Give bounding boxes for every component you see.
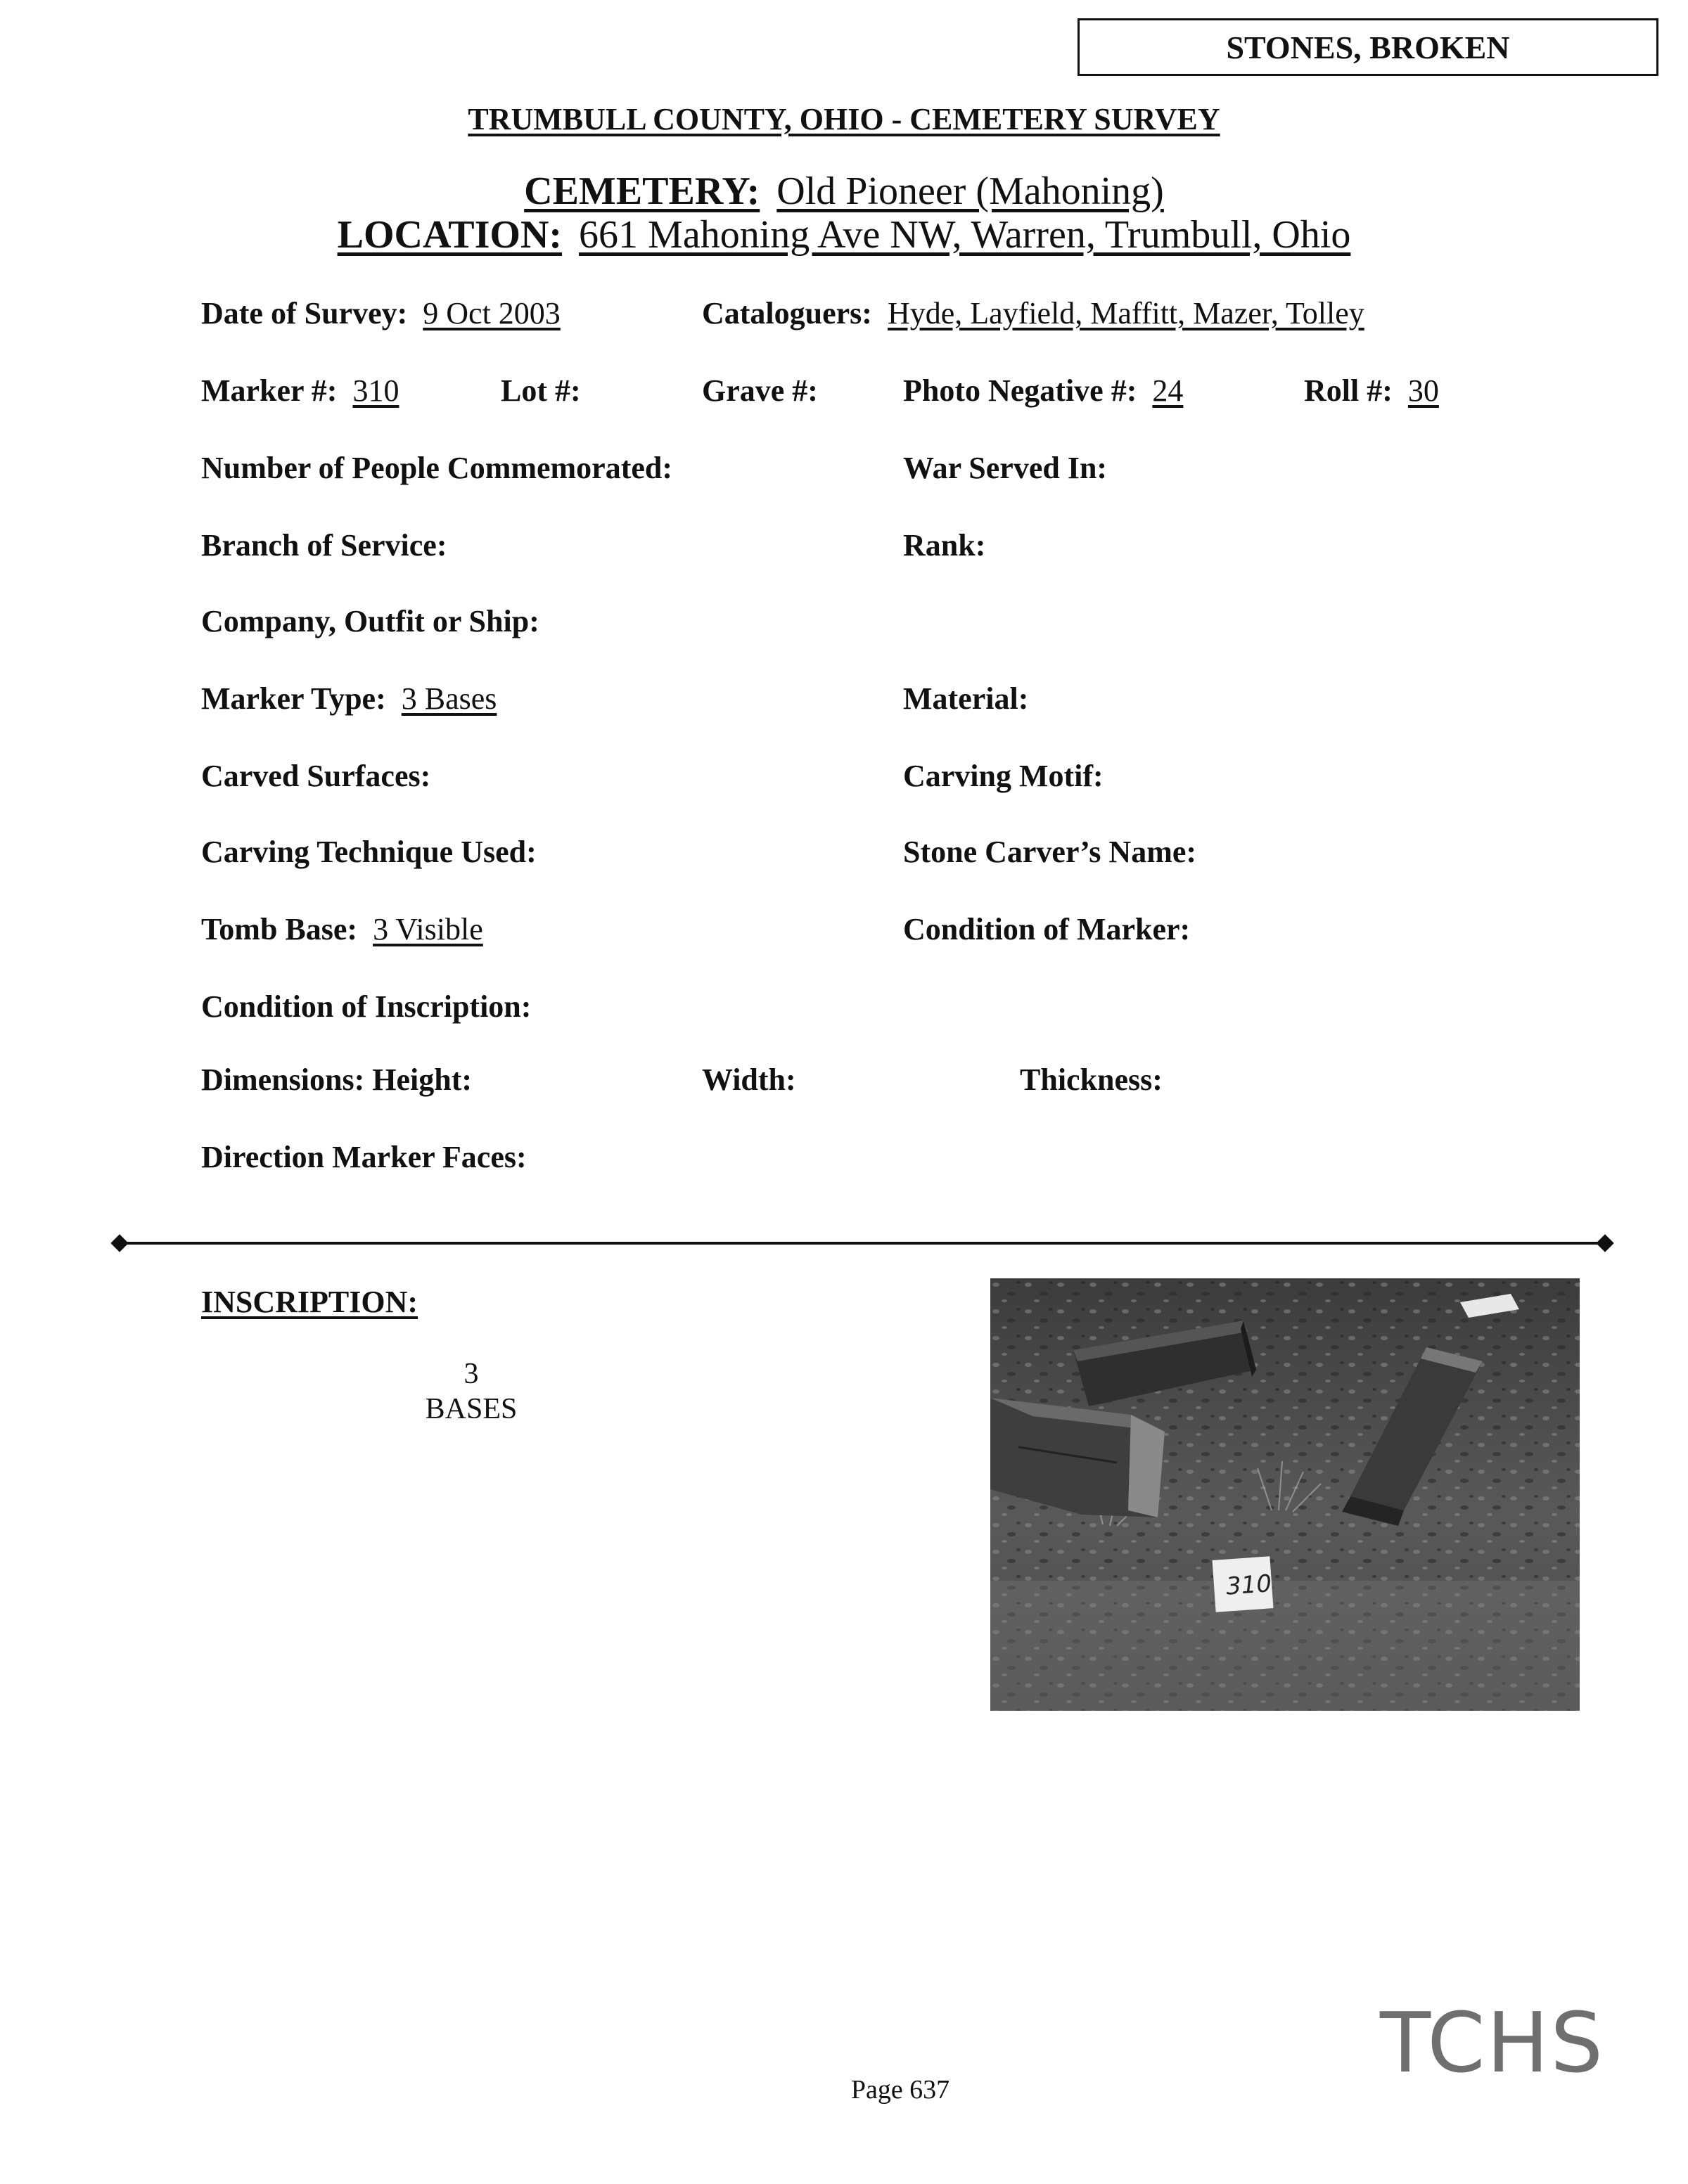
divider-right-diamond [1596, 1234, 1613, 1252]
dimensions-height-label: Dimensions: Height: [201, 1062, 472, 1097]
thickness-label: Thickness: [1020, 1062, 1163, 1097]
photo-negative-field [903, 373, 1183, 409]
tomb-base-value: 3 Visible [373, 912, 483, 946]
condition-of-marker-label: Condition of Marker: [903, 912, 1191, 946]
divider-left-diamond [110, 1234, 128, 1252]
direction-marker-faces-label: Direction Marker Faces: [201, 1140, 527, 1174]
stone-carver-name-label: Stone Carver’s Name: [903, 835, 1197, 869]
inscription-line-1: 3 [463, 1358, 479, 1390]
date-of-survey-label: Date of Survey: [201, 296, 408, 330]
condition-of-inscription-label: Condition of Inscription: [201, 989, 532, 1024]
marker-tag-text: 310 [1225, 1569, 1273, 1601]
grave-number-field [702, 373, 818, 409]
rank-label: Rank: [903, 528, 986, 563]
photo-negative-label: Photo Negative #: [903, 373, 1137, 408]
company-outfit-ship-label: Company, Outfit or Ship: [201, 604, 539, 638]
bare-soil [990, 1581, 1580, 1711]
marker-photo [990, 1278, 1580, 1711]
marker-number-value: 310 [352, 373, 399, 408]
material-label: Material: [903, 681, 1029, 716]
page-number: Page 637 [850, 2075, 950, 2105]
roll-number-field [1304, 373, 1439, 409]
location-line [0, 212, 1688, 257]
survey-title: TRUMBULL COUNTY, OHIO - CEMETERY SURVEY [468, 102, 1220, 136]
marker-number-field [201, 373, 399, 409]
war-served-in-label: War Served In: [903, 451, 1108, 485]
marker-number-label: Marker #: [201, 373, 338, 408]
location-value: 661 Mahoning Ave NW, Warren, Trumbull, Ohio [579, 213, 1351, 257]
people-commemorated-label: Number of People Commemorated: [201, 451, 673, 485]
carved-surfaces-label: Carved Surfaces: [201, 759, 431, 793]
cemetery-line [0, 169, 1688, 214]
photo-negative-value: 24 [1152, 373, 1184, 408]
marker-type-field [201, 681, 497, 717]
roll-number-value: 30 [1407, 373, 1439, 408]
location-label: LOCATION: [337, 213, 563, 257]
cataloguers-field [702, 295, 1364, 331]
category-label: STONES, BROKEN [1226, 29, 1510, 65]
marker-photo-illustration [990, 1278, 1580, 1711]
cemetery-name: Old Pioneer (Mahoning) [776, 169, 1164, 213]
branch-of-service-label: Branch of Service: [201, 528, 447, 563]
marker-type-label: Marker Type: [201, 681, 386, 716]
tomb-base-label: Tomb Base: [201, 912, 358, 946]
cataloguers-label: Cataloguers: [702, 296, 872, 330]
width-label: Width: [702, 1062, 796, 1097]
roll-number-label: Roll #: [1304, 373, 1393, 408]
date-of-survey-field [201, 295, 561, 331]
cataloguers-value: Hyde, Layfield, Maffitt, Mazer, Tolley [887, 296, 1364, 330]
marker-type-value: 3 Bases [401, 681, 497, 716]
cemetery-label: CEMETERY: [524, 169, 760, 213]
grave-number-label: Grave #: [702, 373, 818, 408]
inscription-heading: INSCRIPTION: [201, 1285, 418, 1319]
carving-technique-label: Carving Technique Used: [201, 835, 537, 869]
marker-number-tag [1213, 1556, 1274, 1612]
date-of-survey-value: 9 Oct 2003 [423, 296, 561, 330]
tchs-logo: TCHS [1380, 1994, 1605, 2091]
carving-motif-label: Carving Motif: [903, 759, 1104, 793]
tomb-base-field [201, 911, 483, 947]
lot-number-label: Lot #: [501, 373, 581, 408]
category-box [1078, 18, 1658, 76]
section-divider [120, 1242, 1605, 1245]
lot-number-field [501, 373, 581, 409]
inscription-line-2: BASES [425, 1393, 518, 1425]
